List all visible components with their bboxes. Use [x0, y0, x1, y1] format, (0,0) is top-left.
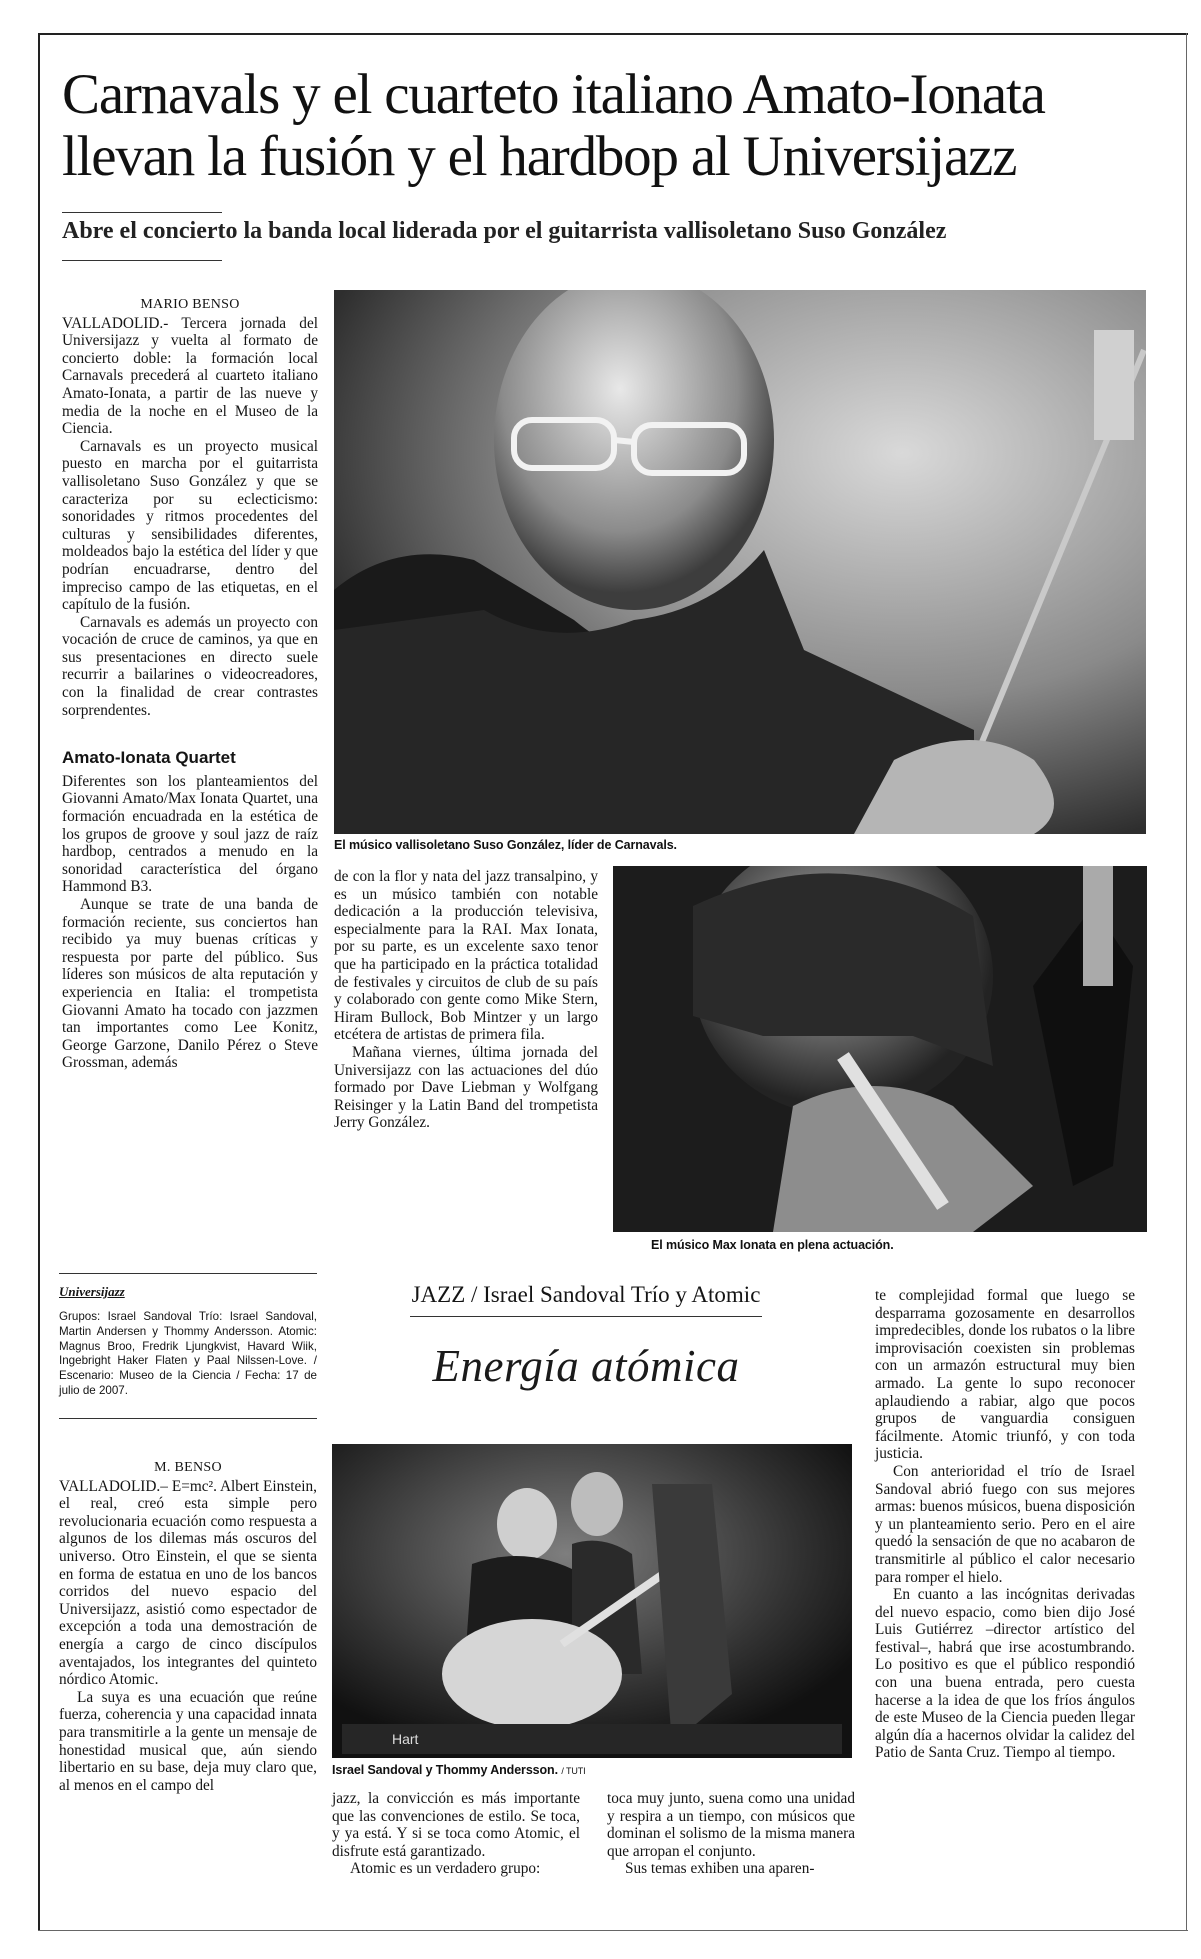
factbox-bottom-rule	[59, 1418, 317, 1419]
photo-israel-sandoval-image	[332, 1444, 852, 1758]
headline: Carnavals y el cuarteto italiano Amato-Ionata llevan la fusión y el hardbop al Universijazz	[62, 63, 1045, 188]
review-column-2	[332, 1790, 580, 1878]
paragraph: Carnavals es además un proyecto con vocación de cruce de caminos, ya que en sus presentaciones en directo suele recurrir a bailarines o videocreadores, con la finalidad de crear contrastes sorprendentes.	[62, 613, 318, 719]
crosshead: Amato-Ionata Quartet	[62, 748, 236, 768]
paragraph: VALLADOLID.– E=mc². Albert Einstein, el real, creó esta simple pero revolucionaria ecuación como respuesta a algunos de los dilemas más oscuros del universo. Otro Einstein, el que se sienta en forma de estatua en uno de los bancos corridos del nuevo espacio del Universijazz, asistió como espectador de excepción a toda una demostración de energía a cargo de cinco discípulos aventajados, los integrantes del quinteto nórdico Atomic.	[59, 1477, 317, 1689]
section-title: JAZZ / Israel Sandoval Trío y Atomic	[411, 1282, 761, 1307]
review-column-3	[607, 1790, 855, 1878]
signage-text: Hart	[392, 1731, 419, 1747]
section-rule	[410, 1316, 762, 1317]
photo-credit: / TUTI	[561, 1766, 586, 1776]
paragraph: de con la flor y nata del jazz transalpino, y es un músico también con notable dedicación a la producción televisiva, especialmente para la RAI. Max Ionata, por su parte, es un excelente saxo tenor que ha participado en la práctica totalidad de festivales y circuitos de club de su país y colaborado con gente como Mike Stern, Hiram Bullock, Bob Mintzer y un largo etcétera de artistas de primera fila.	[334, 868, 598, 1044]
paragraph: VALLADOLID.- Tercera jornada del Universijazz y vuelta al formato de concierto doble: la formación local Carnavals precederá al cuarteto italiano Amato-Ionata, a partir de las nueve y media de la noche en el Museo de la Ciencia.	[62, 314, 318, 438]
right-rule	[1186, 33, 1187, 1931]
top-rule	[38, 33, 1188, 35]
paragraph: Carnavals es un proyecto musical puesto en marcha por el guitarrista vallisoletano Suso González y que se caracteriza por su eclecticismo: sonoridades y ritmos procedentes del culturas y sensibilidades diferentes, moldeados bajo la estética del líder y que podrían encuadrarse, dentro del impreciso campo de las etiquetas, en el capítulo de la fusión.	[62, 437, 318, 614]
subheadline: Abre el concierto la banda local liderada por el guitarrista vallisoletano Suso González	[62, 218, 947, 244]
factbox-text: Grupos: Israel Sandoval Trío: Israel Sandoval, Martin Andersen y Thommy Andersson. Atomic: Magnus Broo, Fredrik Ljungkvist, Havard Wiik, Ingebright Haker Flaten y Paal Nilssen-Love. / Escenario: Museo de la Ciencia / Fecha: 17 de julio de 2007.	[59, 1310, 317, 1397]
subhead-rule	[62, 260, 222, 261]
byline: MARIO BENSO	[140, 297, 240, 312]
photo-suso-gonzalez-image	[334, 290, 1146, 834]
byline: M. BENSO	[154, 1460, 222, 1475]
review-column-4	[875, 1287, 1135, 1762]
photo-max-ionata	[613, 866, 1147, 1232]
photo-caption: El músico Max Ionata en plena actuación.	[651, 1238, 894, 1252]
factbox-rule	[59, 1273, 317, 1274]
photo-caption: El músico vallisoletano Suso González, líder de Carnavals.	[334, 838, 677, 852]
paragraph: Diferentes son los planteamientos del Giovanni Amato/Max Ionata Quartet, una formación encuadrada en la estética de los grupos de groove y soul jazz de raíz hardbop, centrados a menudo en la sonoridad característica del órgano Hammond B3.	[62, 772, 318, 896]
paragraph: La suya es una ecuación que reúne fuerza, coherencia y una capacidad innata para transmitirle a la gente un mensaje de honestidad musical que, aún siendo libertario en su base, deja muy claro que, al menos en el campo del	[59, 1688, 317, 1794]
photo-max-ionata-image	[613, 866, 1147, 1232]
review-title: Energía atómica	[432, 1341, 740, 1391]
paragraph: Con anterioridad el trío de Israel Sandoval abrió fuego con sus mejores armas: buenos músicos, buena disposición y un planteamiento serio. Pero en el aire quedó la sensación de que no acabaron de transmitirle al público el calor necesario para romper el hielo.	[875, 1462, 1135, 1586]
paragraph: Atomic es un verdadero grupo:	[350, 1860, 541, 1878]
photo-caption-text: Israel Sandoval y Thommy Andersson.	[332, 1763, 558, 1777]
paragraph: te complejidad formal que luego se desparrama gozosamente en desarrollos impredecibles, donde los rubatos o la libre improvisación coexisten sin problemas con un armazón estructural muy bien armado. La gente lo supo reconocer aplaudiendo a rabiar, algo que pocos grupos de vanguardia consiguen fácilmente. Atomic triunfó, y con toda justicia.	[875, 1287, 1135, 1463]
photo-suso-gonzalez	[334, 290, 1146, 834]
review-column-1	[59, 1459, 317, 1794]
paragraph: Aunque se trate de una banda de formación reciente, sus conciertos han recibido ya muy buenas críticas y respuesta por parte del público. Sus líderes son músicos de alta reputación y experiencia en Italia: el trompetista Giovanni Amato ha tocado con jazzmen tan importantes como Lee Konitz, George Garzone, Danilo Pérez o Steve Grossman, además	[62, 896, 318, 1072]
article-column-2	[334, 868, 598, 1132]
factbox-title: Universijazz	[59, 1284, 125, 1299]
bottom-rule	[38, 1930, 1188, 1931]
photo-israel-sandoval	[332, 1444, 852, 1758]
paragraph: En cuanto a las incógnitas derivadas del nuevo espacio, como bien dijo José Luis Gutiérrez –director artístico del festival–, habrá que irse acostumbrando. Lo positivo es que el público respondió con una buena entrada, pero cuesta hacerse a la idea de que los fríos ángulos de este Museo de la Ciencia pueden llegar algún día a hacernos olvidar la calidez del Patio de Santa Cruz. Tiempo al tiempo.	[875, 1586, 1135, 1762]
article-column-1	[62, 296, 318, 1072]
headline-rule	[62, 212, 222, 213]
paragraph: Sus temas exhiben una aparen-	[625, 1860, 815, 1878]
photo-caption	[332, 1763, 586, 1777]
left-rule	[38, 33, 40, 1931]
paragraph: toca muy junto, suena como una unidad y respira a un tiempo, con músicos que dominan el solismo de la misma manera que arropan el conjunto.	[607, 1790, 855, 1860]
paragraph: jazz, la convicción es más importante que las convenciones de estilo. Se toca, y ya está. Y si se toca como Atomic, el disfrute está garantizado.	[332, 1790, 580, 1860]
paragraph: Mañana viernes, última jornada del Universijazz con las actuaciones del dúo formado por Dave Liebman y Wolfgang Reisinger y la Latin Band del trompetista Jerry González.	[334, 1043, 598, 1132]
